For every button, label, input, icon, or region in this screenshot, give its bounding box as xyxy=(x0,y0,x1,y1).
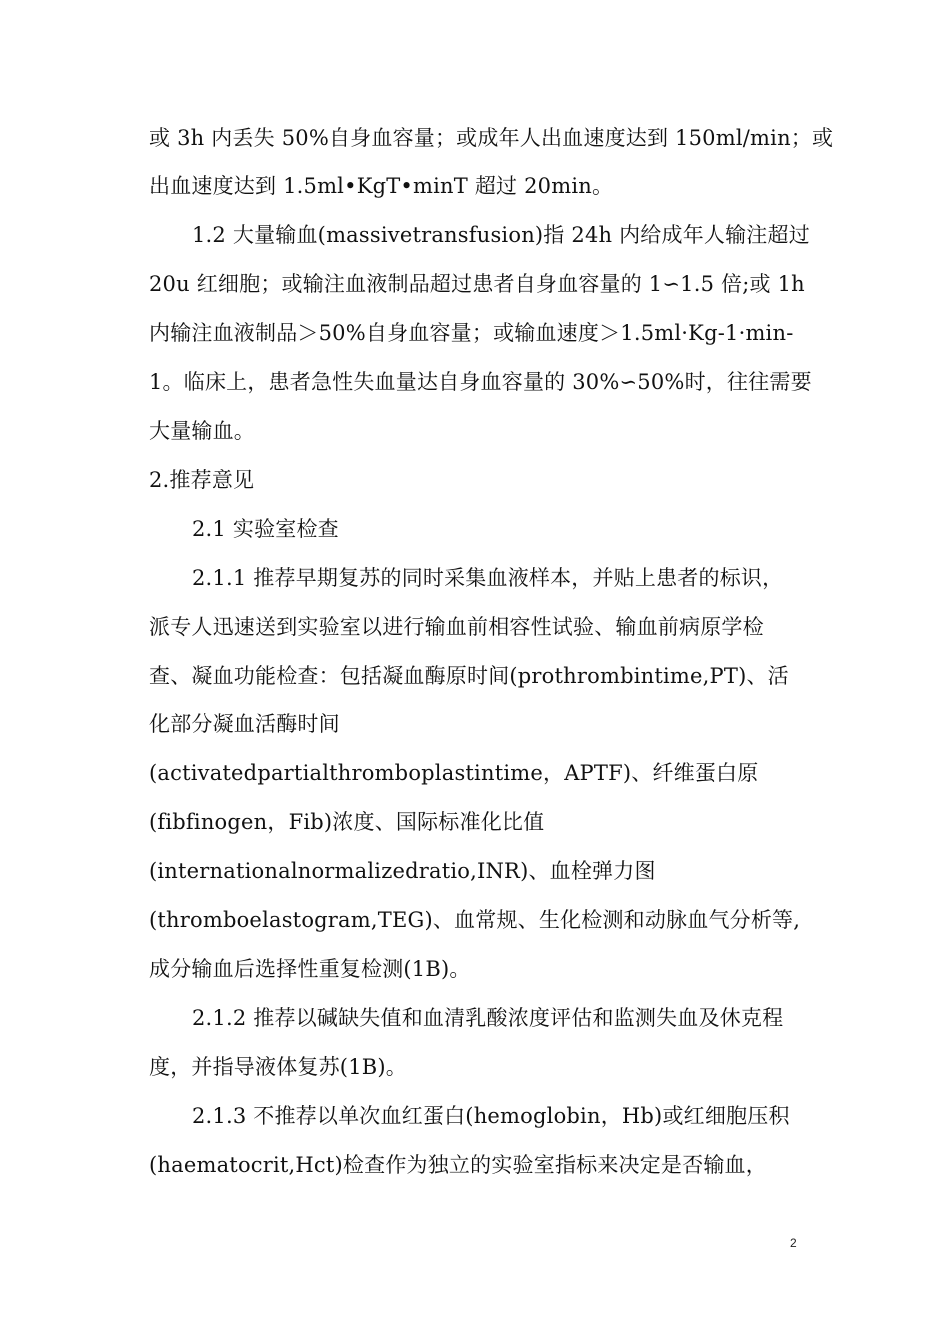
text-line: 度，并指导液体复苏(1B)。 xyxy=(149,1055,407,1079)
text-line: 出血速度达到 1.5ml•KgT•minT 超过 20min。 xyxy=(149,174,614,198)
text-line: 20u 红细胞；或输注血液制品超过患者自身血容量的 1∽1.5 倍;或 1h xyxy=(149,272,805,296)
text-line: 化部分凝血活酶时间 xyxy=(149,712,340,736)
text-line: 1.2 大量输血(massivetransfusion)指 24h 内给成年人输注超过 xyxy=(192,223,810,247)
text-line: 或 3h 内丢失 50%自身血容量；或成年人出血速度达到 150ml/min；或 xyxy=(149,126,834,150)
text-line: 1。临床上，患者急性失血量达自身血容量的 30%∽50%时，往往需要 xyxy=(149,370,812,394)
text-line: (internationalnormalizedratio,INR)、血栓弹力图 xyxy=(149,859,656,883)
text-line: 查、凝血功能检查：包括凝血酶原时间(prothrombintime,PT)、活 xyxy=(149,664,789,688)
page-number: 2 xyxy=(790,1236,797,1250)
text-line: 内输注血液制品＞50%自身血容量；或输血速度＞1.5ml·Kg-1·min- xyxy=(149,321,794,345)
text-line: 2.1.1 推荐早期复苏的同时采集血液样本，并贴上患者的标识， xyxy=(192,566,784,590)
text-line: 2.1.3 不推荐以单次血红蛋白(hemoglobin，Hb)或红细胞压积 xyxy=(192,1104,790,1128)
text-line: (thromboelastogram,TEG)、血常规、生化检测和动脉血气分析等, xyxy=(149,908,801,932)
section-heading: 2.推荐意见 xyxy=(149,468,255,492)
subsection-heading: 2.1 实验室检查 xyxy=(192,517,339,541)
text-line: 2.1.2 推荐以碱缺失值和血清乳酸浓度评估和监测失血及休克程 xyxy=(192,1006,784,1030)
text-line: 成分输血后选择性重复检测(1B)。 xyxy=(149,957,471,981)
text-line: (fibfinogen，Fib)浓度、国际标准化比值 xyxy=(149,810,545,834)
text-line: (haematocrit,Hct)检查作为独立的实验室指标来决定是否输血， xyxy=(149,1153,767,1177)
text-line: (activatedpartialthromboplastintime，APTF)、纤维蛋白原 xyxy=(149,761,759,785)
text-line: 大量输血。 xyxy=(149,419,255,443)
text-line: 派专人迅速送到实验室以进行输血前相容性试验、输血前病原学检 xyxy=(149,615,764,639)
